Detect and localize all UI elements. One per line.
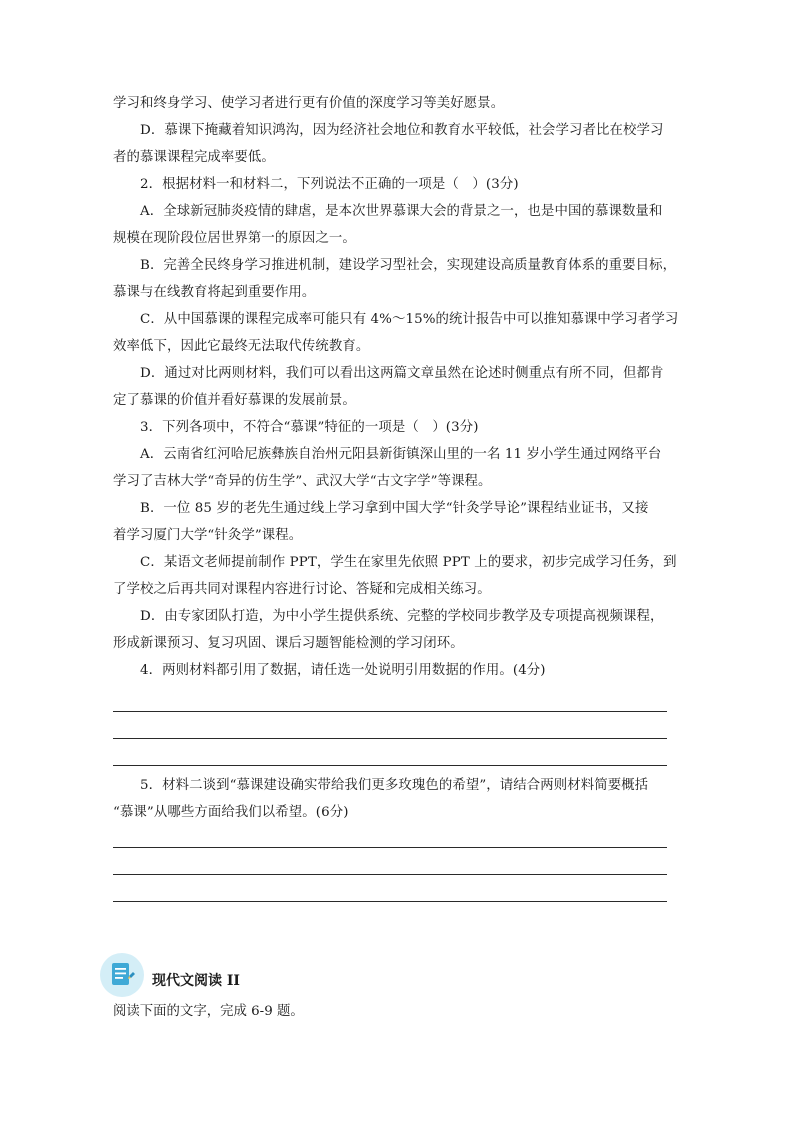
q3-option-c: C．某语文老师提前制作 PPT，学生在家里先依照 PPT 上的要求，初步完成学习任务，到 <box>140 555 677 570</box>
q3-option-b: 着学习厦门大学“针灸学”课程。 <box>113 528 303 543</box>
q2-option-d: D．通过对比两则材料，我们可以看出这两篇文章虽然在论述时侧重点有所不同，但都肯 <box>140 366 664 381</box>
question-2: 2．根据材料一和材料二，下列说法不正确的一项是（ ）(3分) <box>140 177 519 192</box>
q3-option-d: D．由专家团队打造，为中小学生提供系统、完整的学校同步教学及专项提高视频课程， <box>140 609 664 624</box>
question-4: 4．两则材料都引用了数据，请任选一处说明引用数据的作用。(4分) <box>140 663 546 678</box>
answer-line[interactable] <box>113 738 667 739</box>
q3-option-a: A．云南省红河哈尼族彝族自治州元阳县新街镇深山里的一名 11 岁小学生通过网络平台 <box>140 447 662 462</box>
question-5: 5．材料二谈到“慕课建设确实带给我们更多玫瑰色的希望”，请结合两则材料简要概括 <box>140 778 649 793</box>
question-3: 3．下列各项中，不符合“慕课”特征的一项是（ ）(3分) <box>140 420 479 435</box>
q3-option-d: 形成新课预习、复习巩固、课后习题智能检测的学习闭环。 <box>113 636 464 651</box>
q3-option-b: B．一位 85 岁的老先生通过线上学习拿到中国大学“针灸学导论”课程结业证书，又接 <box>140 501 649 516</box>
option-d-line: 者的慕课课程完成率要低。 <box>113 150 275 165</box>
paragraph-line: 学习和终身学习、使学习者进行更有价值的深度学习等美好愿景。 <box>113 96 505 111</box>
q3-option-a: 学习了吉林大学“奇异的仿生学”、武汉大学“古文字学”等课程。 <box>113 474 492 489</box>
q3-option-c: 了学校之后再共同对课程内容进行讨论、答疑和完成相关练习。 <box>113 582 491 597</box>
q2-option-b: B．完善全民终身学习推进机制，建设学习型社会，实现建设高质量教育体系的重要目标， <box>140 258 677 273</box>
question-5: “慕课”从哪些方面给我们以希望。(6分) <box>113 805 349 820</box>
answer-line[interactable] <box>113 901 667 902</box>
option-d-line: D．慕课下掩藏着知识鸿沟，因为经济社会地位和教育水平较低，社会学习者比在校学习 <box>140 123 664 138</box>
reading-instruction: 阅读下面的文字，完成 6-9 题。 <box>113 1004 304 1019</box>
section-title: 现代文阅读 II <box>152 973 240 989</box>
q2-option-c: 效率低下，因此它最终无法取代传统教育。 <box>113 339 370 354</box>
answer-line[interactable] <box>113 847 667 848</box>
answer-line[interactable] <box>113 765 667 766</box>
answer-line[interactable] <box>113 874 667 875</box>
q2-option-c: C．从中国慕课的课程完成率可能只有 4%～15%的统计报告中可以推知慕课中学习者学习 <box>140 312 679 327</box>
q2-option-a: 规模在现阶段位居世界第一的原因之一。 <box>113 231 356 246</box>
notebook-pencil-icon <box>99 952 145 998</box>
answer-line[interactable] <box>113 711 667 712</box>
q2-option-a: A．全球新冠肺炎疫情的肆虐，是本次世界慕课大会的背景之一，也是中国的慕课数量和 <box>140 204 663 219</box>
q2-option-d: 定了慕课的价值并看好慕课的发展前景。 <box>113 393 356 408</box>
q2-option-b: 慕课与在线教育将起到重要作用。 <box>113 285 316 300</box>
